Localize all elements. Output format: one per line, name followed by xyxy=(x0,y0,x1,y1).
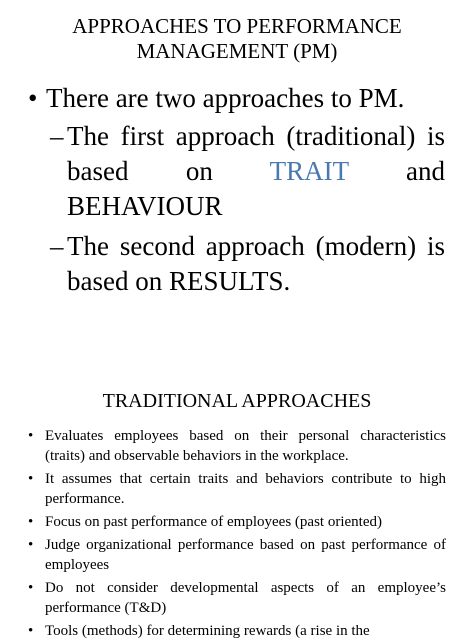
list-item-text: Evaluates employees based on their personal characteristics (traits) and observable behaviors in the workplace. xyxy=(45,428,446,464)
sub-point-traditional-text-start: The first approach (traditional) is based on xyxy=(67,121,445,186)
list-item xyxy=(28,535,446,575)
dash-icon: – xyxy=(50,121,64,151)
dash-icon: – xyxy=(50,231,64,261)
trait-highlight: TRAIT xyxy=(269,156,349,186)
list-item xyxy=(28,578,446,618)
bullet-dot-icon: • xyxy=(28,580,34,596)
bullet-dot-icon: • xyxy=(28,83,38,113)
list-item xyxy=(28,512,446,532)
sub-point-modern xyxy=(50,229,445,299)
sub-point-traditional xyxy=(50,119,445,224)
bullet-dot-icon: • xyxy=(28,428,34,444)
list-item-text: Judge organizational performance based on past performance of employees xyxy=(45,537,446,573)
bullet-dot-icon: • xyxy=(28,537,34,553)
sub-point-traditional-text xyxy=(50,119,445,224)
sub-point-modern-text: The second approach (modern) is based on RESULTS. xyxy=(67,231,445,296)
slide-title xyxy=(0,14,474,64)
list-item-text: It assumes that certain traits and behaviors contribute to high performance. xyxy=(45,471,446,507)
main-bullet-text: There are two approaches to PM. xyxy=(46,83,405,113)
bullet-dot-icon: • xyxy=(28,623,34,639)
traditional-approaches-list xyxy=(28,426,446,644)
sub-point-traditional-text-end: and BEHAVIOUR xyxy=(67,156,445,221)
bullet-dot-icon: • xyxy=(28,514,34,530)
list-item-text: Tools (methods) for determining rewards (a rise in the xyxy=(45,623,370,639)
list-item xyxy=(28,426,446,466)
list-item xyxy=(28,469,446,509)
slide-title-line-1: APPROACHES TO PERFORMANCE xyxy=(72,14,402,38)
list-item-text: Focus on past performance of employees (past oriented) xyxy=(45,514,382,530)
list-item xyxy=(28,621,446,641)
list-item-text: Do not consider developmental aspects of an employee’s performance (T&D) xyxy=(45,580,446,616)
bullet-dot-icon: • xyxy=(28,471,34,487)
slide-title-line-2: MANAGEMENT (PM) xyxy=(136,39,338,63)
section-title: TRADITIONAL APPROACHES xyxy=(102,390,372,412)
